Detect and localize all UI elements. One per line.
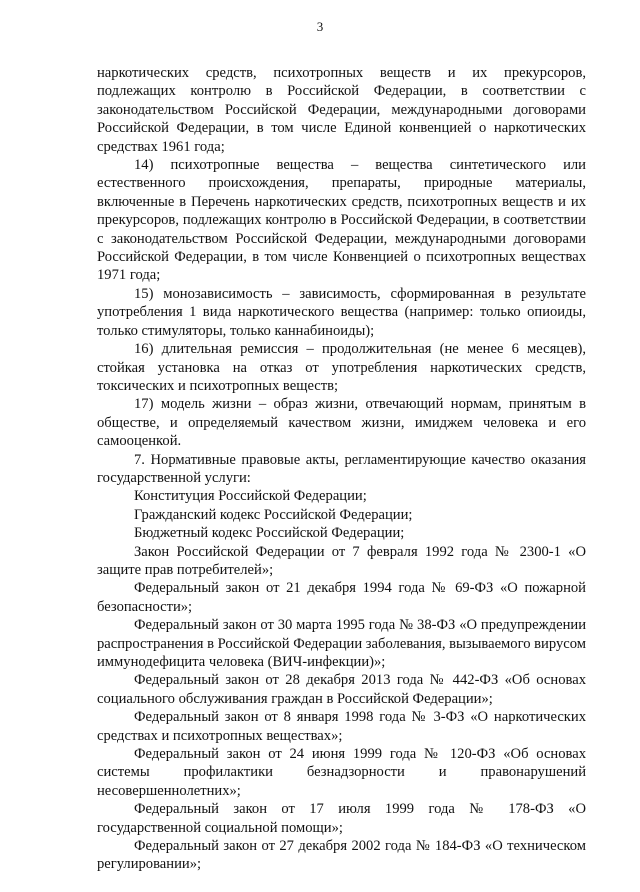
legal-act-fire-safety: Федеральный закон от 21 декабря 1994 года № 69-ФЗ «О пожарной безопасности»; xyxy=(97,580,586,615)
legal-act-social-services: Федеральный закон от 28 декабря 2013 года № 442-ФЗ «Об основах социального обслуживания граждан в Российской Федерации»; xyxy=(97,672,586,707)
legal-act-constitution: Конституция Российской Федерации; xyxy=(134,488,367,505)
legal-act-civil-code: Гражданский кодекс Российской Федерации; xyxy=(134,506,413,523)
legal-act-narcotics: Федеральный закон от 8 января 1998 года № 3-ФЗ «О наркотических средствах и психотропных веществах»; xyxy=(97,709,586,744)
paragraph-definition-17: 17) модель жизни – образ жизни, отвечающий нормам, принятым в обществе, и определяемый качеством жизни, имиджем человека и его самооценкой. xyxy=(97,396,586,450)
legal-act-social-assistance: Федеральный закон от 17 июля 1999 года № 178-ФЗ «О государственной социальной помощи»; xyxy=(97,801,586,836)
page-number: 3 xyxy=(316,19,324,34)
legal-act-hiv-prevention: Федеральный закон от 30 марта 1995 года № 38-ФЗ «О предупреждении распространения в Российской Федерации заболевания, вызываемого вирусом иммунодефицита человека (ВИЧ-инфекции)»; xyxy=(97,617,586,670)
legal-act-technical-regulation: Федеральный закон от 27 декабря 2002 года № 184-ФЗ «О техническом регулировании»; xyxy=(97,838,586,873)
legal-act-budget-code: Бюджетный кодекс Российской Федерации; xyxy=(134,525,405,542)
legal-act-consumer-rights: Закон Российской Федерации от 7 февраля 1992 года № 2300-1 «О защите прав потребителей»; xyxy=(97,543,586,578)
paragraph-definition-16: 16) длительная ремиссия – продолжительная (не менее 6 месяцев), стойкая установка на отказ от употребления наркотических средств, токсических и психотропных веществ; xyxy=(97,341,586,394)
legal-act-juvenile-prevention: Федеральный закон от 24 июня 1999 года № 120-ФЗ «Об основах системы профилактики безнадзорности и правонарушений несовершеннолетних»; xyxy=(97,746,586,799)
paragraph-definition-13-continued: наркотических средств, психотропных веществ и их прекурсоров, подлежащих контролю в Российской Федерации, в соответствии с законодательством Российской Федерации, международными договорами Российской Федерации, в том числе Единой конвенцией о наркотических средствах 1961 года; xyxy=(97,65,586,155)
paragraph-definition-15: 15) монозависимость – зависимость, сформированная в результате употребления 1 вида наркотического вещества (например: только опиоиды, только стимуляторы, только каннабиноиды); xyxy=(97,285,586,339)
document-body xyxy=(97,64,586,874)
section-7-heading: 7. Нормативные правовые акты, регламентирующие качество оказания государственной услуги: xyxy=(97,451,586,486)
paragraph-definition-14: 14) психотропные вещества – вещества синтетического или естественного происхождения, препараты, природные материалы, включенные в Перечень наркотических средств, психотропных веществ и их прекурсоров, подлежащих контролю в Российской Федерации, в соответствии с законодательством Российской Федерации, международными договорами Российской Федерации, в том числе Конвенцией о психотропных веществах 1971 года; xyxy=(97,157,586,284)
